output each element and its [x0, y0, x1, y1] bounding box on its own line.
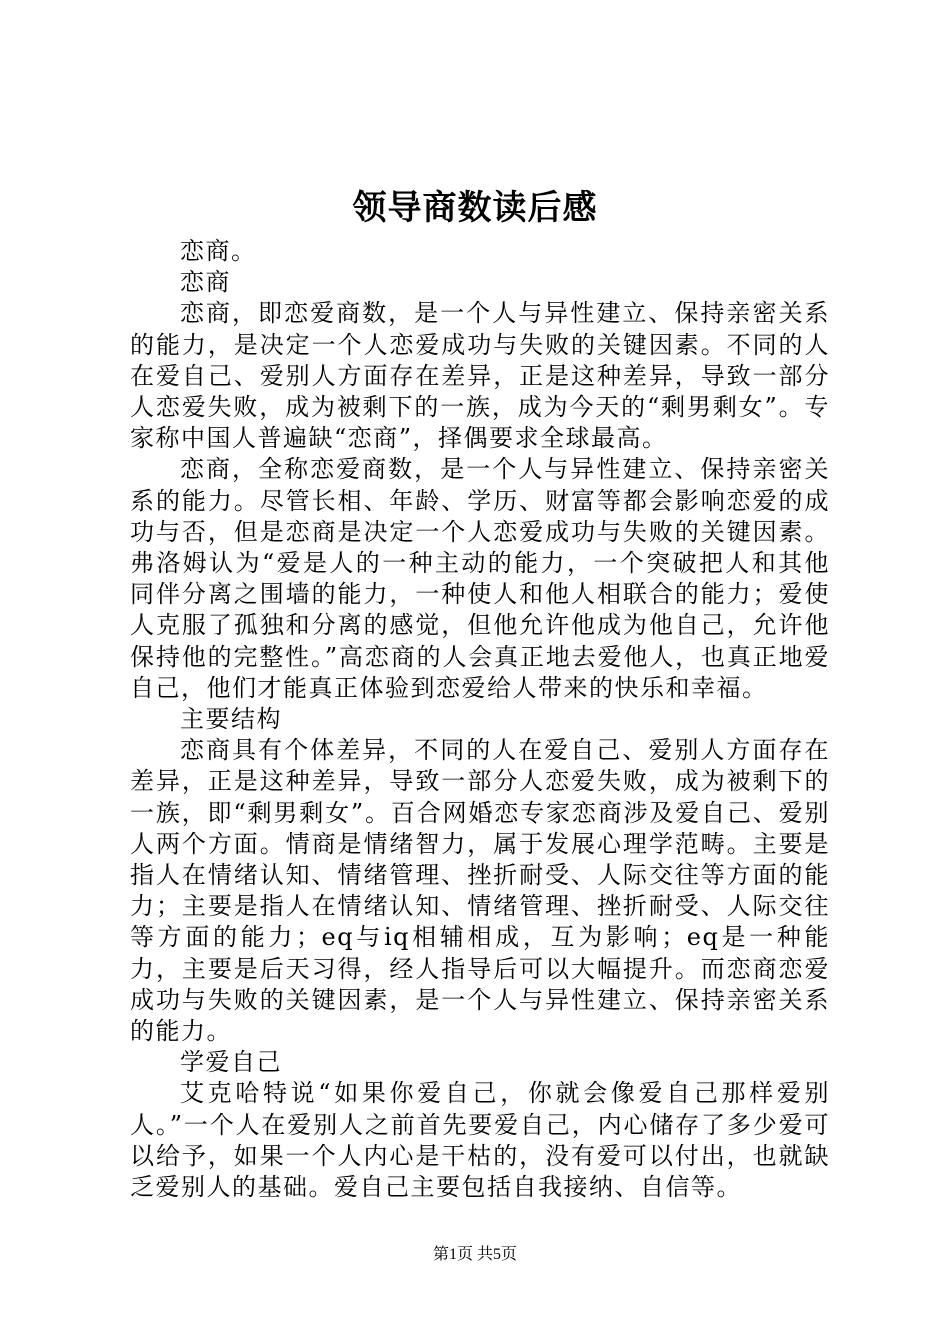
document-body — [130, 236, 830, 1203]
document-title: 领导商数读后感 — [352, 188, 598, 228]
section-heading: 恋商。 — [180, 237, 257, 265]
body-paragraph: 恋商，即恋爱商数，是一个人与异性建立、保持亲密关系的能力，是决定一个人恋爱成功与失败的关键因素。不同的人在爱自己、爱别人方面存在差异，正是这种差异，导致一部分人恋爱失败，成为被剩下的一族，成为今天的“剩男剩女”。专家称中国人普遍缺“恋商”，择偶要求全球最高。 — [130, 299, 830, 453]
body-paragraph: 恋商具有个体差异，不同的人在爱自己、爱别人方面存在差异，正是这种差异，导致一部分人恋爱失败，成为被剩下的一族，即“剩男剩女”。百合网婚恋专家恋商涉及爱自己、爱别人两个方面。情商是情绪智力，属于发展心理学范畴。主要是指人在情绪认知、情绪管理、挫折耐受、人际交往等方面的能力；主要是指人在情绪认知、情绪管理、挫折耐受、人际交往等方面的能力；eq与iq相辅相成，互为影响；eq是一种能力，主要是后天习得，经人指导后可以大幅提升。而恋商恋爱成功与失败的关键因素，是一个人与异性建立、保持亲密关系的能力。 — [130, 736, 830, 1046]
body-paragraph: 恋商，全称恋爱商数，是一个人与异性建立、保持亲密关系的能力。尽管长相、年龄、学历、财富等都会影响恋爱的成功与否，但是恋商是决定一个人恋爱成功与失败的关键因素。弗洛姆认为“爱是人的一种主动的能力，一个突破把人和其他同伴分离之围墙的能力，一种使人和他人相联合的能力；爱使人克服了孤独和分离的感觉，但他允许他成为他自己，允许他保持他的完整性。”高恋商的人会真正地去爱他人，也真正地爱自己，他们才能真正体验到恋爱给人带来的快乐和幸福。 — [130, 455, 830, 702]
section-heading: 学爱自己 — [180, 1048, 282, 1077]
body-paragraph: 艾克哈特说“如果你爱自己，你就会像爱自己那样爱别人。”一个人在爱别人之前首先要爱自己，内心储存了多少爱可以给予，如果一个人内心是干枯的，没有爱可以付出，也就缺乏爱别人的基础。爱自己主要包括自我接纳、自信等。 — [130, 1079, 830, 1202]
section-heading: 主要结构 — [180, 705, 282, 734]
page-number-footer: 第1页 共5页 — [432, 1246, 517, 1263]
section-heading: 恋商 — [180, 268, 231, 297]
